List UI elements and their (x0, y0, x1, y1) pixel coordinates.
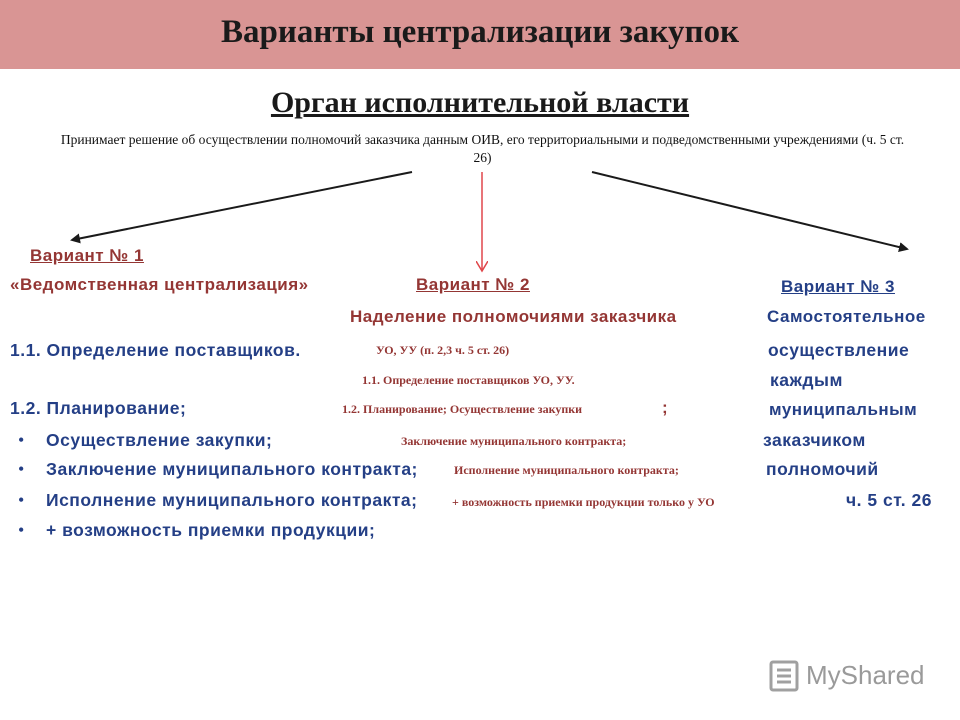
variant1-name: «Ведомственная централизация» (10, 275, 309, 294)
variant1-heading: Вариант № 1 (30, 246, 144, 265)
bullet-marker: • (18, 490, 25, 510)
bullet-marker: • (18, 430, 25, 450)
variant1-bullet: Заключение муниципального контракта; (46, 459, 418, 479)
variant1-item1: 1.1. Определение поставщиков. (10, 340, 301, 360)
variant2-line: 1.1. Определение поставщиков УО, УУ. (362, 373, 575, 387)
variant2-semicolon: ; (662, 398, 669, 417)
slide-title: Варианты централизации закупок (221, 14, 739, 50)
variant1-bullet: + возможность приемки продукции; (46, 520, 376, 540)
variant3-heading: Вариант № 3 (781, 277, 895, 296)
watermark-text: MyShared (806, 660, 925, 690)
variant3-line: муниципальным (769, 400, 918, 419)
variant3-line: осуществление (768, 340, 910, 360)
variant2-line: + возможность приемки продукции только у УО (452, 495, 715, 509)
variant3-line: заказчиком (763, 430, 866, 450)
variant2-line: Заключение муниципального контракта; (401, 434, 627, 448)
variant3-line: каждым (770, 370, 843, 390)
variant1-bullet: Исполнение муниципального контракта; (46, 490, 418, 510)
variant3-line: Самостоятельное (767, 307, 926, 326)
variant2-line: Исполнение муниципального контракта; (454, 463, 679, 477)
variant2-name: Наделение полномочиями заказчика (350, 307, 677, 326)
bullet-marker: • (18, 459, 25, 479)
variant2-line: УО, УУ (п. 2,3 ч. 5 ст. 26) (376, 343, 510, 357)
variant3-line: ч. 5 ст. 26 (846, 490, 932, 510)
arrow-right (592, 172, 907, 249)
arrow-left (72, 172, 412, 240)
slide-description: Принимает решение об осуществлении полномочий заказчика данным ОИВ, его территориальными и подведомственными учреждениями (ч. 5 ст. 26) (60, 132, 905, 165)
variant2-line: 1.2. Планирование; Осуществление закупки (342, 402, 583, 416)
variant1-bullet: Осуществление закупки; (46, 430, 273, 450)
variant1-item2: 1.2. Планирование; (10, 398, 187, 418)
bullet-marker: • (18, 520, 25, 540)
variant2-heading: Вариант № 2 (416, 275, 530, 294)
variant3-line: полномочий (766, 459, 879, 479)
slide-subtitle: Орган исполнительной власти (270, 86, 690, 119)
